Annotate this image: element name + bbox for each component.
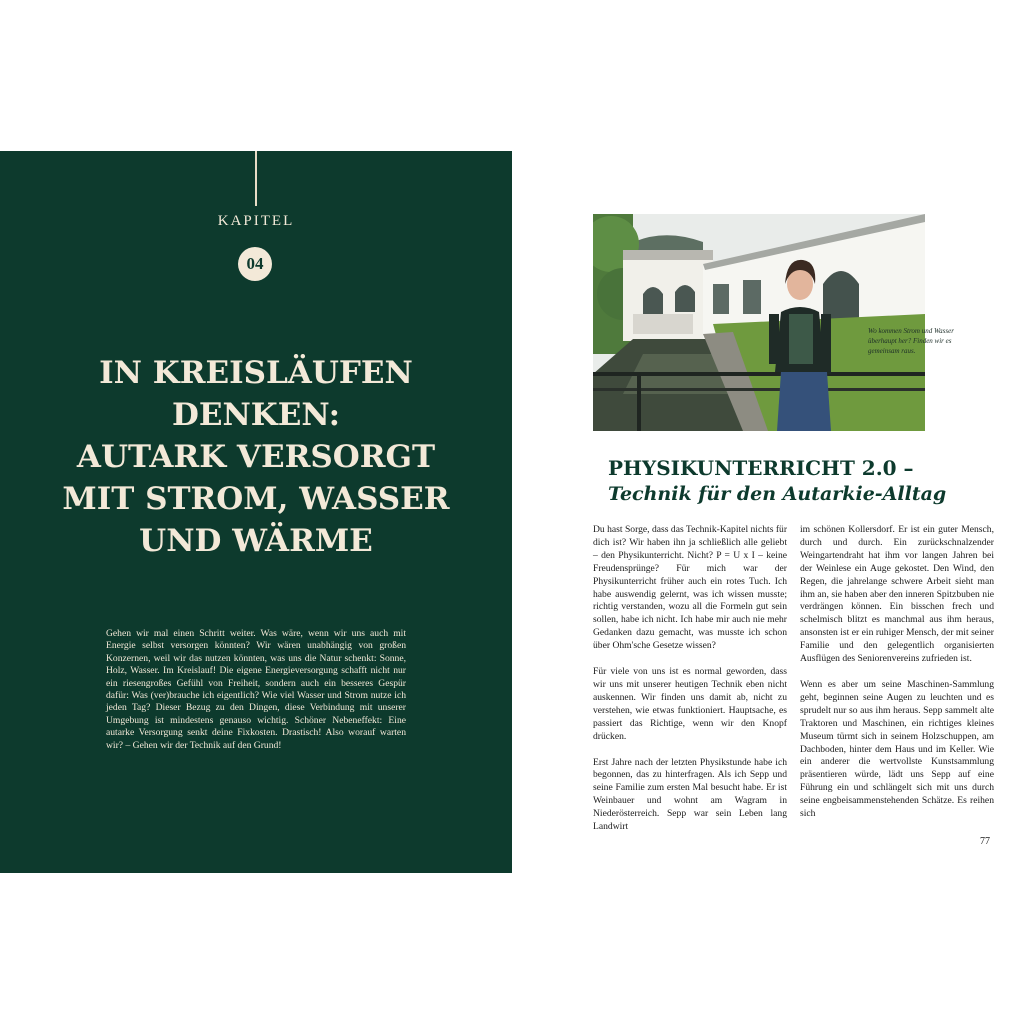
section-subtitle: Technik für den Autarkie-Alltag: [608, 483, 947, 505]
section-title: PHYSIKUNTERRICHT 2.0 –: [608, 456, 914, 480]
body-paragraph: Erst Jahre nach der letzten Physikstunde habe ich begonnen, das zu hinterfragen. Als ich Sepp und seine Familie zum ersten Mal besucht habe. Er ist Weinbauer und wohnt am Wagram in Niederösterreich. Sepp war sein Leben lang Landwirt: [593, 756, 787, 833]
body-paragraph: Wenn es aber um seine Maschinen-Sammlung geht, beginnen seine Augen zu leuchten und es sprudelt nur so aus ihm heraus. Sepp sammelt alte Traktoren und Maschinen, ein richtiges kleines Museum türmt sich in seinem Holzschuppen, am Dachboden, hinter dem Haus und im Keller. Wie ein anderer die wertvollste Kunstsammlung präsentieren würde, lädt uns Sepp auf eine Führung ein und schlängelt sich mit uns durch seine engbeisammenstehenden Schätze. Es reihen sich: [800, 678, 994, 820]
chapter-title-line: IN KREISLÄUFEN: [99, 355, 413, 391]
photo-caption: Wo kommen Strom und Wasser überhaupt her? Finden wir es gemeinsam raus.: [868, 327, 954, 355]
chapter-opener-page: [0, 151, 512, 873]
body-column-left: [593, 524, 787, 847]
body-paragraph: Du hast Sorge, dass das Technik-Kapitel nichts für dich ist? Wir haben ihn ja schließlich alle geliebt – den Physikunterricht. Nicht? P = U x I – keine Freudensprünge? Für mich war der Physikunterricht früher auch ein rotes Tuch. Ich habe auswendig gelernt, was ich wissen musste; richtig verstanden, wozu all die Formeln gut sein sollen, habe ich nicht. Ich habe mir auch nie mehr Gedanken dazu gemacht, was musste ich schon über Ohm'sche Gesetze wissen?: [593, 524, 788, 652]
body-paragraph: im schönen Kollersdorf. Er ist ein guter Mensch, durch und durch. Ein zurückschnalzender Weingartendraht hat ihm vor langen Jahren bei der Weinlese ein Auge gekostet. Den Wind, den Regen, die jahrelange schwere Arbeit sieht man ihm an, sie haben aber den inneren Spitzbuben nie verdrängen können. Ein bisschen frech und schelmisch blitzt es manchmal aus ihm heraus, ansonsten ist er ein ruhiger Mensch, der mit seiner Familie und den gelegentlich organisierten Ausflügen des Seniorenvereins zufrieden ist.: [800, 524, 994, 665]
chapter-title-line: UND WÄRME: [139, 523, 373, 559]
chapter-number-badge: 04: [238, 247, 272, 281]
chapter-label: KAPITEL: [217, 213, 295, 229]
chapter-title-line: AUTARK VERSORGT: [76, 439, 436, 475]
woman-by-mill-stream-photo: [593, 214, 925, 431]
chapter-title-line: MIT STROM, WASSER: [62, 481, 450, 517]
chapter-intro-text: Gehen wir mal einen Schritt weiter. Was wäre, wenn wir uns auch mit Energie selbst versorgen könnten? Wir wären unabhängig von großen Konzernen, weil wir das nutzen könnten, was uns die Natur schenkt: Sonne, Holz, Wasser. Im Kreislauf! Die eigene Energieversorgung schafft nicht nur ein riesengroßes Gefühl von Freiheit, sondern auch ein besseres Gespür dafür: Was (ver)brauche ich eigentlich? Wie viel Wasser und Strom nutze ich jeden Tag? Dieser Bezug zu den Dingen, diese Verbindung mit unserer Umgebung ist mindestens genauso wichtig. Schöner Nebeneffekt: Eine autarke Versorgung senkt deine Fixkosten. Drastisch! Also worauf warten wir? – Gehen wir der Technik auf den Grund!: [106, 628, 406, 751]
body-column-right: [800, 524, 994, 834]
chapter-title-line: DENKEN:: [171, 397, 341, 433]
chapter-vertical-rule: [255, 151, 257, 206]
chapter-title: [40, 352, 472, 562]
page-number: 77: [980, 836, 990, 847]
body-paragraph: Für viele von uns ist es normal geworden, dass wir uns mit unserer heutigen Technik eben nicht auskennen. Wir finden uns damit ab, nicht zu verstehen, wie etwas funktioniert. Hauptsache, es passiert das Richtige, wenn wir den Knopf drücken.: [593, 666, 787, 742]
